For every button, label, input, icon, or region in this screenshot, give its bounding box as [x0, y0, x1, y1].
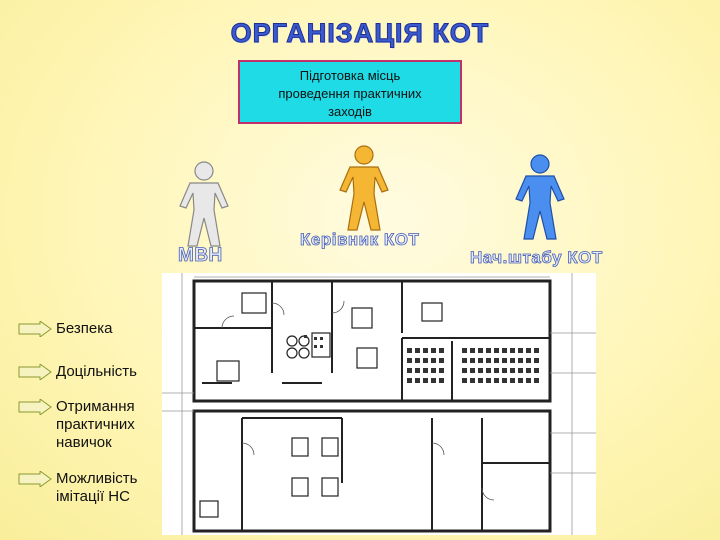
arrow-icon — [18, 399, 52, 415]
top-box-line-3: заходів — [328, 104, 372, 119]
bullet-line: практичних — [56, 416, 135, 433]
arrow-icon — [18, 321, 52, 337]
role-mvn: МВН — [178, 245, 223, 266]
bullet-line: Можливість — [56, 470, 138, 487]
floor-plan — [162, 273, 596, 535]
bullet-line: Отримання — [56, 398, 135, 415]
bullet-label — [56, 398, 135, 452]
page-title: ОРГАНІЗАЦІЯ КОТ — [230, 18, 490, 48]
top-box-line-2: проведення практичних — [278, 86, 422, 101]
top-box-line-1: Підготовка місць — [299, 68, 401, 83]
role-chief-staff: Нач.штабу КОТ — [470, 248, 603, 267]
person-mvn-icon — [176, 160, 232, 248]
bullet-item-skills — [18, 398, 135, 452]
bullet-label: Доцільність — [56, 363, 137, 380]
role-head-kot: Керівник КОТ — [300, 230, 420, 249]
bullet-label — [56, 470, 138, 506]
bullet-line: імітації НС — [56, 488, 130, 505]
arrow-icon — [18, 471, 52, 487]
person-chief-staff-icon — [512, 152, 568, 242]
bullet-item-expediency — [18, 363, 137, 381]
person-head-kot-icon — [336, 143, 392, 233]
bullet-item-simulation — [18, 470, 138, 506]
top-task-box — [238, 60, 462, 124]
bullet-line: навичок — [56, 434, 112, 451]
bullet-label: Безпека — [56, 320, 113, 337]
arrow-icon — [18, 364, 52, 380]
bullet-item-safety — [18, 320, 112, 338]
